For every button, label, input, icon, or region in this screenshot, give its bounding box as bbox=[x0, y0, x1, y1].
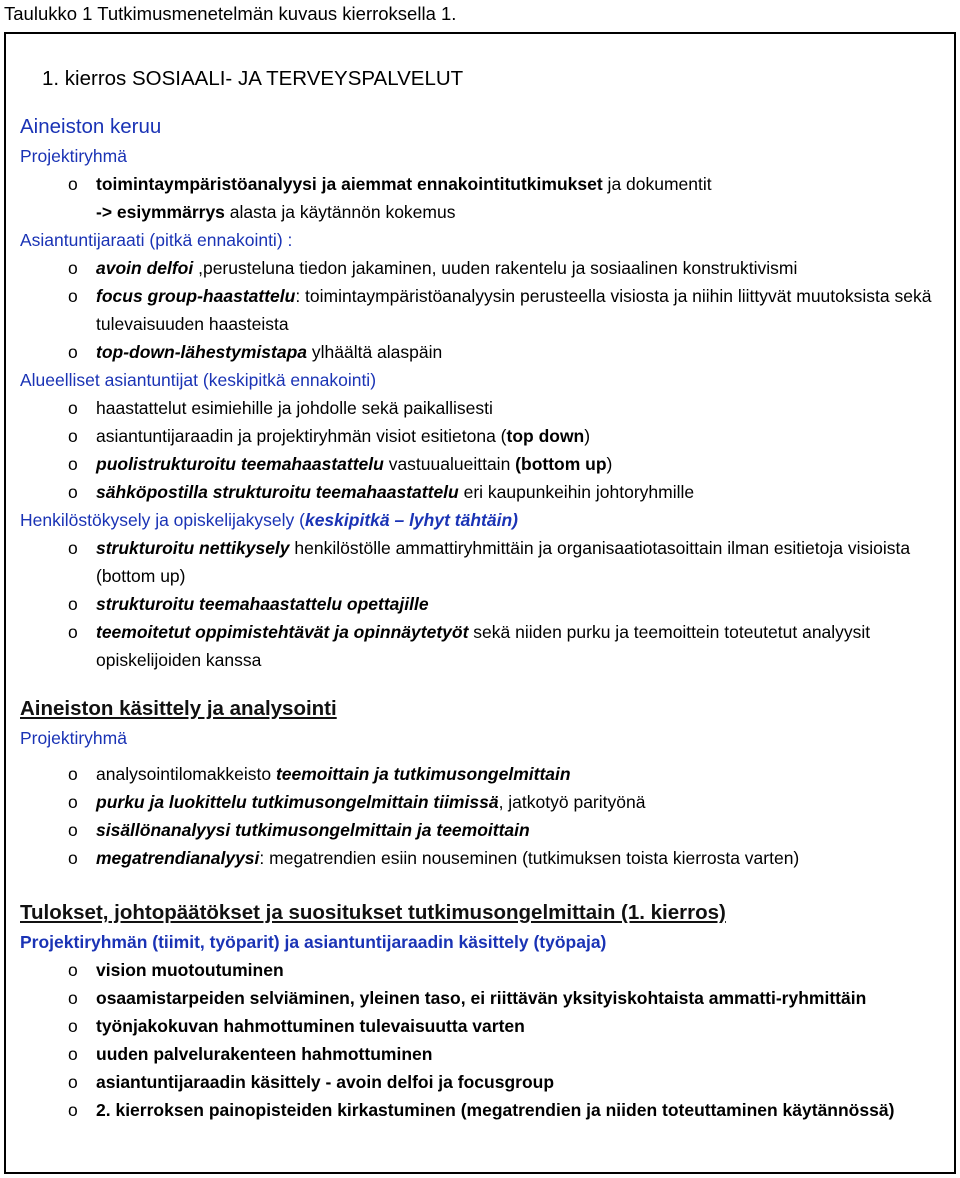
item-strong: sähköpostilla strukturoitu teemahaastattelu bbox=[96, 482, 459, 502]
item-text: , jatkotyö parityönä bbox=[498, 792, 646, 812]
list-item bbox=[20, 534, 944, 590]
list-item bbox=[20, 618, 944, 674]
item-strong: teemoitetut oppimistehtävät ja opinnäytetyöt bbox=[96, 622, 469, 642]
item-strong: strukturoitu nettikysely bbox=[96, 538, 290, 558]
bullet: o bbox=[68, 1072, 78, 1092]
bullet: o bbox=[68, 820, 78, 840]
item-text: : megatrendien esiin nouseminen (tutkimuksen toista kierrosta varten) bbox=[259, 848, 800, 868]
item-strong: sisällönanalyysi tutkimusongelmittain ja teemoittain bbox=[96, 820, 530, 840]
section-title-results: Tulokset, johtopäätökset ja suositukset tutkimusongelmittain (1. kierros) bbox=[20, 901, 726, 924]
bullet: o bbox=[68, 426, 78, 446]
list-item bbox=[20, 170, 944, 226]
item-strong: teemoittain ja tutkimusongelmittain bbox=[275, 764, 571, 784]
item-strong: työnjakokuvan hahmottuminen tulevaisuutta varten bbox=[96, 1016, 525, 1036]
list-item bbox=[20, 760, 944, 788]
bullet: o bbox=[68, 1100, 78, 1120]
item-strong: -> esiymmärrys bbox=[96, 202, 225, 222]
list-item bbox=[20, 394, 944, 422]
bullet: o bbox=[68, 482, 78, 502]
bullet: o bbox=[68, 538, 78, 558]
list-item bbox=[20, 844, 944, 872]
bullet: o bbox=[68, 398, 78, 418]
list-results bbox=[20, 956, 944, 1124]
bullet: o bbox=[68, 454, 78, 474]
list-item bbox=[20, 478, 944, 506]
group-title-workshop: Projektiryhmän (tiimit, työparit) ja asiantuntijaraadin käsittely (työpaja) bbox=[20, 932, 607, 952]
bullet: o bbox=[68, 848, 78, 868]
item-strong: toimintaympäristöanalyysi ja aiemmat ennakointitutkimukset bbox=[96, 174, 603, 194]
bullet: o bbox=[68, 1044, 78, 1064]
table-caption: Taulukko 1 Tutkimusmenetelmän kuvaus kierroksella 1. bbox=[4, 3, 457, 24]
item-text: eri kaupunkeihin johtoryhmille bbox=[458, 482, 695, 502]
item-text: sekä niiden purku ja teemoittein toteutetut analyysit opiskelijoiden kanssa bbox=[96, 622, 871, 670]
list-expert-panel bbox=[20, 254, 944, 366]
group-title-text: Henkilöstökysely ja opiskelijakysely ( bbox=[20, 510, 305, 530]
bullet: o bbox=[68, 622, 78, 642]
list-item bbox=[20, 590, 944, 618]
list-item bbox=[20, 1012, 944, 1040]
item-text: haastattelut esimiehille ja johdolle sekä paikallisesti bbox=[96, 398, 493, 418]
list-item bbox=[20, 282, 944, 338]
item-text: ) bbox=[606, 454, 613, 474]
section-title-analysis: Aineiston käsittely ja analysointi bbox=[20, 697, 337, 720]
item-strong: 2. kierroksen painopisteiden kirkastuminen (megatrendien ja niiden toteuttaminen käytännössä) bbox=[96, 1100, 895, 1120]
bullet: o bbox=[68, 988, 78, 1008]
item-strong: vision muotoutuminen bbox=[96, 960, 284, 980]
bullet: o bbox=[68, 960, 78, 980]
item-text: analysointilomakkeisto bbox=[96, 764, 276, 784]
group-title-surveys bbox=[20, 506, 944, 534]
content-cell bbox=[20, 62, 944, 1124]
item-text: ylhäältä alaspäin bbox=[307, 342, 443, 362]
item-text: alasta ja käytännön kokemus bbox=[224, 202, 456, 222]
list-analysis bbox=[20, 760, 944, 872]
bullet: o bbox=[68, 174, 78, 194]
group-title-emphasis: keskipitkä – lyhyt tähtäin) bbox=[304, 510, 518, 530]
bullet: o bbox=[68, 764, 78, 784]
list-item bbox=[20, 1068, 944, 1096]
item-strong: top-down-lähestymistapa bbox=[96, 342, 307, 362]
item-strong: strukturoitu teemahaastattelu opettajille bbox=[96, 594, 429, 614]
list-item bbox=[20, 788, 944, 816]
list-surveys bbox=[20, 534, 944, 674]
bullet: o bbox=[68, 792, 78, 812]
group-title-project-team-2: Projektiryhmä bbox=[20, 728, 127, 748]
bullet: o bbox=[68, 1016, 78, 1036]
item-strong: purku ja luokittelu tutkimusongelmittain tiimissä bbox=[96, 792, 499, 812]
item-strong: puolistrukturoitu teemahaastattelu bbox=[96, 454, 384, 474]
item-strong: avoin delfoi bbox=[96, 258, 194, 278]
list-project-team bbox=[20, 170, 944, 226]
list-item bbox=[20, 338, 944, 366]
list-regional-experts bbox=[20, 394, 944, 506]
list-item bbox=[20, 956, 944, 984]
section-title-data-collection: Aineiston keruu bbox=[20, 115, 162, 138]
list-item bbox=[20, 422, 944, 450]
item-text: asiantuntijaraadin ja projektiryhmän visiot esitietona ( bbox=[96, 426, 507, 446]
item-strong: focus group-haastattelu bbox=[96, 286, 296, 306]
item-text: ja dokumentit bbox=[602, 174, 712, 194]
list-item bbox=[20, 254, 944, 282]
item-strong: osaamistarpeiden selviäminen, yleinen taso, ei riittävän yksityiskohtaista ammatti-ryhmittäin bbox=[96, 988, 867, 1008]
list-item bbox=[20, 816, 944, 844]
item-strong: (bottom up bbox=[515, 454, 607, 474]
group-title-project-team: Projektiryhmä bbox=[20, 146, 127, 166]
item-text: henkilöstölle ammattiryhmittäin ja organisaatiotasoittain ilman esitietoja visioista (bottom up) bbox=[96, 538, 911, 586]
item-text: ) bbox=[584, 426, 591, 446]
group-title-regional-experts: Alueelliset asiantuntijat (keskipitkä ennakointi) bbox=[20, 370, 377, 390]
item-strong: top down bbox=[506, 426, 585, 446]
list-item bbox=[20, 1096, 944, 1124]
bullet: o bbox=[68, 286, 78, 306]
bullet: o bbox=[68, 594, 78, 614]
item-text: : toimintaympäristöanalyysin perusteella visiosta ja niihin liittyvät muutoksista sekä tulevaisuuden haasteista bbox=[96, 286, 932, 334]
round-title: 1. kierros SOSIAALI- JA TERVEYSPALVELUT bbox=[42, 67, 464, 90]
item-strong: megatrendianalyysi bbox=[96, 848, 260, 868]
item-text: ,perusteluna tiedon jakaminen, uuden rakentelu ja sosiaalinen konstruktivismi bbox=[193, 258, 798, 278]
list-item bbox=[20, 450, 944, 478]
bullet: o bbox=[68, 342, 78, 362]
item-strong: uuden palvelurakenteen hahmottuminen bbox=[96, 1044, 433, 1064]
group-title-expert-panel: Asiantuntijaraati (pitkä ennakointi) : bbox=[20, 230, 293, 250]
table-frame bbox=[4, 32, 956, 1174]
list-item bbox=[20, 984, 944, 1012]
item-text: vastuualueittain bbox=[383, 454, 516, 474]
list-item bbox=[20, 1040, 944, 1068]
bullet: o bbox=[68, 258, 78, 278]
item-strong: asiantuntijaraadin käsittely - avoin delfoi ja focusgroup bbox=[96, 1072, 555, 1092]
